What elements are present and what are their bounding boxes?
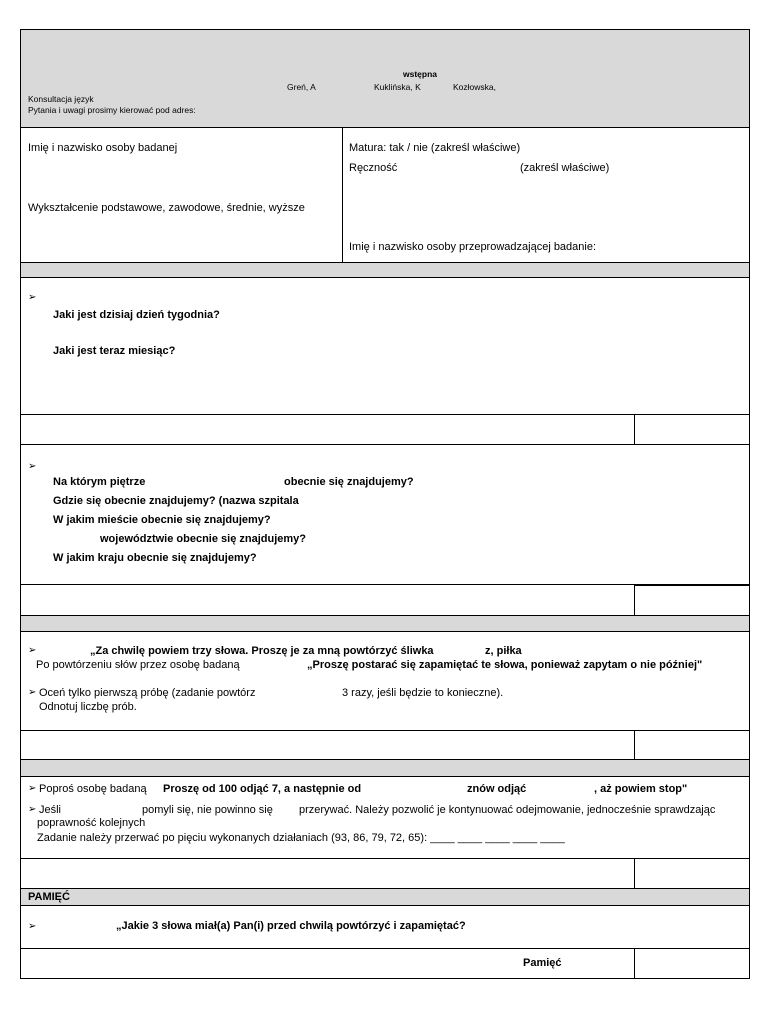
orientation-place-section	[20, 444, 750, 585]
section-separator	[20, 262, 750, 278]
handedness-label: Ręczność	[349, 162, 398, 174]
education-label: Wykształcenie podstawowe, zawodowe, średnie, wyższe	[28, 202, 305, 214]
question-hospital: Gdzie się obecnie znajdujemy? (nazwa szpitala	[53, 495, 299, 507]
registration-note-a: Oceń tylko pierwszą próbę (zadanie powtórz	[39, 687, 256, 699]
attention-ask-a: Poproś osobę badaną	[39, 783, 147, 795]
matura-label: Matura: tak / nie (zakreśl właściwe)	[349, 142, 521, 154]
attention-section	[20, 776, 750, 859]
memory-score-label: Pamięć	[523, 957, 562, 969]
memory-heading-bar	[20, 888, 750, 906]
question-voivodeship: województwie obecnie się znajdujemy?	[100, 533, 306, 545]
registration-after-b: „Proszę postarać się zapamiętać te słowa, ponieważ zapytam o nie później"	[307, 659, 703, 671]
registration-instruction-a: „Za chwilę powiem trzy słowa. Proszę je za mną powtórzyć śliwka	[90, 645, 434, 657]
attention-note-a: Jeśli	[39, 804, 62, 816]
contact-text: Pytania i uwagi prosimy kierować pod adres:	[28, 105, 196, 115]
author-3: Kozłowska,	[453, 82, 496, 92]
header-panel	[20, 29, 750, 128]
question-month: Jaki jest teraz miesiąc?	[53, 345, 176, 357]
author-1: Greń, A	[287, 82, 316, 92]
attention-ask-c: znów odjąć	[467, 783, 527, 795]
handedness-hint: (zakreśl właściwe)	[520, 162, 610, 174]
consultation-text: Konsultacja język	[28, 94, 94, 104]
section-separator	[20, 615, 750, 632]
memory-heading: PAMIĘĆ	[28, 891, 70, 903]
question-country: W jakim kraju obecnie się znajdujemy?	[53, 552, 257, 564]
score-box-registration[interactable]	[634, 730, 750, 760]
attention-ask-b: Proszę od 100 odjąć 7, a następnie od	[163, 783, 362, 795]
bullet-arrow-icon: ➢	[28, 921, 37, 932]
attention-note-d: poprawność kolejnych	[37, 817, 146, 829]
question-floor-b: obecnie się znajdujemy?	[284, 476, 414, 488]
attention-note-b: pomyli się, nie powinno się	[142, 804, 273, 816]
memory-section	[20, 905, 750, 949]
registration-attempts: Odnotuj liczbę prób.	[39, 701, 137, 713]
bullet-arrow-icon: ➢	[28, 687, 37, 698]
orientation-time-section	[20, 277, 750, 415]
bullet-arrow-icon: ➢	[28, 645, 37, 656]
attention-ask-d: , aż powiem stop"	[594, 783, 688, 795]
question-city: W jakim mieście obecnie się znajdujemy?	[53, 514, 271, 526]
patient-name-label: Imię i nazwisko osoby badanej	[28, 142, 178, 154]
patient-info-left	[20, 127, 343, 263]
bullet-arrow-icon: ➢	[28, 804, 37, 815]
bullet-arrow-icon: ➢	[28, 461, 37, 472]
registration-note-b: 3 razy, jeśli będzie to konieczne).	[342, 687, 504, 699]
score-box-time[interactable]	[634, 414, 750, 445]
question-floor-a: Na którym piętrze	[53, 476, 146, 488]
memory-question: „Jakie 3 słowa miał(a) Pan(i) przed chwilą powtórzyć i zapamiętać?	[116, 920, 466, 932]
bullet-arrow-icon: ➢	[28, 783, 37, 794]
patient-info-right	[342, 127, 750, 263]
registration-instruction-b: z, piłka	[485, 645, 522, 657]
bullet-arrow-icon: ➢	[28, 292, 37, 303]
score-box-memory[interactable]	[634, 948, 750, 979]
score-box-place[interactable]	[634, 585, 750, 616]
registration-section	[20, 631, 750, 731]
examiner-label: Imię i nazwisko osoby przeprowadzającej badanie:	[349, 241, 597, 253]
section-separator	[20, 759, 750, 777]
form-title: wstępna	[403, 69, 438, 79]
score-box-attention[interactable]	[634, 858, 750, 889]
attention-note-c: przerywać. Należy pozwolić je kontynuować odejmowanie, jednocześnie sprawdzając	[299, 804, 716, 816]
question-day: Jaki jest dzisiaj dzień tygodnia?	[53, 309, 220, 321]
attention-stop-rule: Zadanie należy przerwać po pięciu wykonanych działaniach (93, 86, 79, 72, 65): ____ ____ ____ ____ ____	[37, 832, 565, 844]
author-2: Kuklińska, K	[374, 82, 421, 92]
registration-after-a: Po powtórzeniu słów przez osobę badaną	[36, 659, 240, 671]
